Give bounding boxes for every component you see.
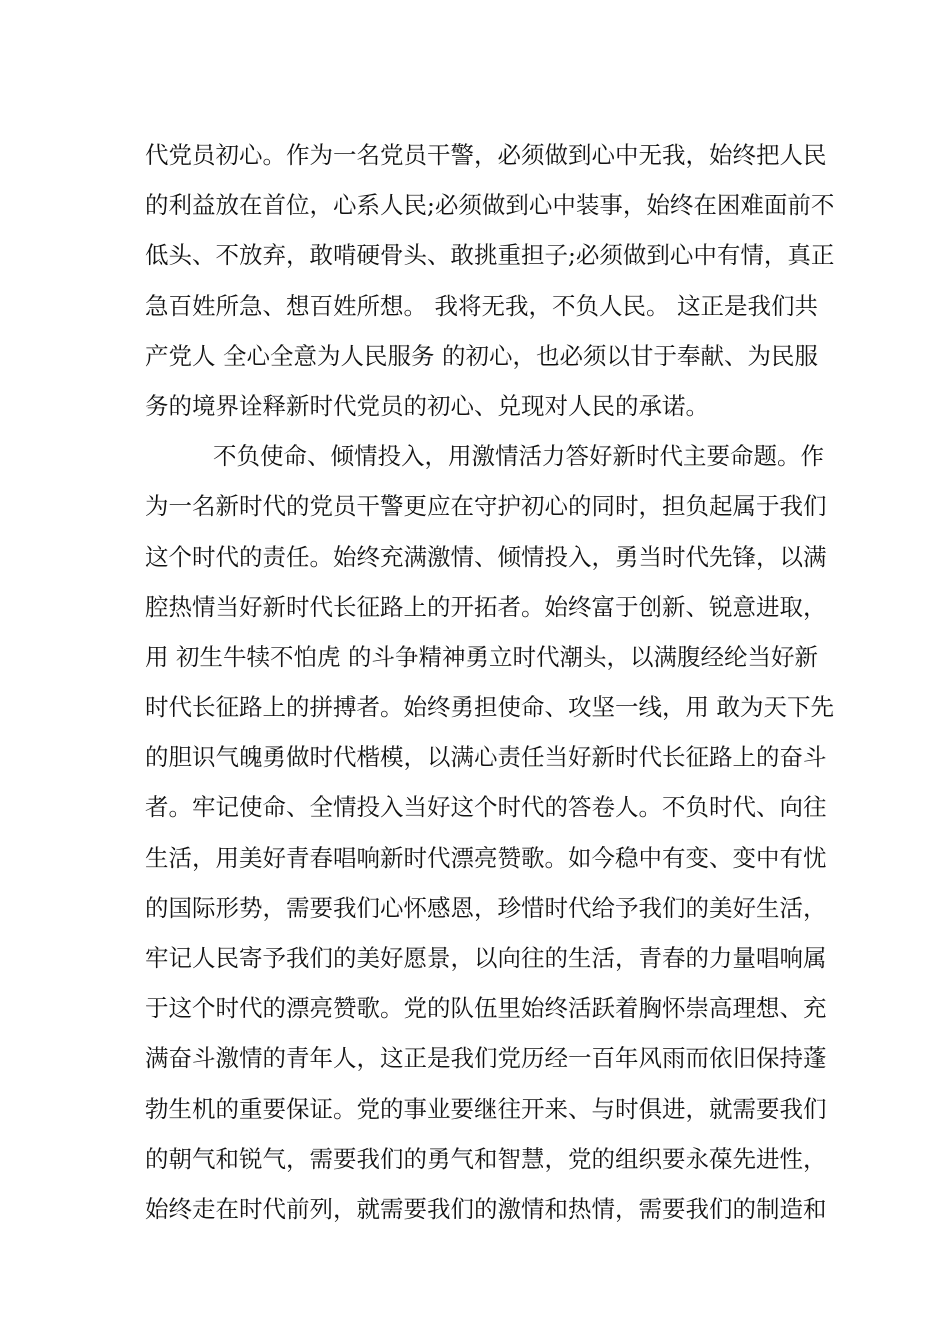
text-line: 的胆识气魄勇做时代楷模，以满心责任当好新时代长征路上的奋斗 — [145, 743, 827, 772]
text-line: 勃生机的重要保证。党的事业要继往开来、与时俱进，就需要我们 — [145, 1094, 827, 1123]
text-line: 时代长征路上的拼搏者。始终勇担使命、攻坚一线，用 敢为天下先 — [145, 693, 834, 722]
text-line: 代党员初心。作为一名党员干警，必须做到心中无我，始终把人民 — [145, 141, 827, 169]
text-line: 牢记人民寄予我们的美好愿景，以向往的生活，青春的力量唱响属 — [145, 944, 827, 972]
text-line: 低头、不放弃，敢啃硬骨头、敢挑重担子;必须做到心中有情，真正 — [145, 241, 835, 270]
text-line: 这个时代的责任。始终充满激情、倾情投入，勇当时代先锋，以满 — [145, 542, 827, 571]
text-line: 急百姓所急、想百姓所想。 我将无我，不负人民。 这正是我们共 — [145, 291, 818, 320]
text-line: 满奋斗激情的青年人，这正是我们党历经一百年风雨而依旧保持蓬 — [145, 1044, 827, 1073]
text-line: 腔热情当好新时代长征路上的开拓者。始终富于创新、锐意进取， — [145, 592, 827, 621]
text-line: 的国际形势，需要我们心怀感恩，珍惜时代给予我们的美好生活， — [145, 893, 827, 922]
text-line: 始终走在时代前列，就需要我们的激情和热情，需要我们的制造和 — [145, 1194, 827, 1223]
text-line: 的朝气和锐气，需要我们的勇气和智慧，党的组织要永葆先进性， — [145, 1144, 827, 1173]
text-line: 的利益放在首位，心系人民;必须做到心中装事，始终在困难面前不 — [145, 191, 835, 220]
text-line: 务的境界诠释新时代党员的初心、兑现对人民的承诺。 — [145, 391, 709, 420]
paragraph-first-line: 不负使命、倾情投入，用激情活力答好新时代主要命题。作 — [213, 442, 824, 471]
body-text — [145, 130, 835, 1234]
text-line: 者。牢记使命、全情投入当好这个时代的答卷人。不负时代、向往 — [145, 793, 827, 822]
text-line: 于这个时代的漂亮赞歌。党的队伍里始终活跃着胸怀崇高理想、充 — [145, 994, 827, 1023]
text-line: 用 初生牛犊不怕虎 的斗争精神勇立时代潮头，以满腹经纶当好新 — [145, 642, 818, 671]
text-line: 产党人 全心全意为人民服务 的初心，也必须以甘于奉献、为民服 — [145, 341, 818, 370]
text-line: 生活，用美好青春唱响新时代漂亮赞歌。如今稳中有变、变中有忧 — [145, 843, 827, 872]
text-line: 为一名新时代的党员干警更应在守护初心的同时，担负起属于我们 — [145, 492, 827, 521]
